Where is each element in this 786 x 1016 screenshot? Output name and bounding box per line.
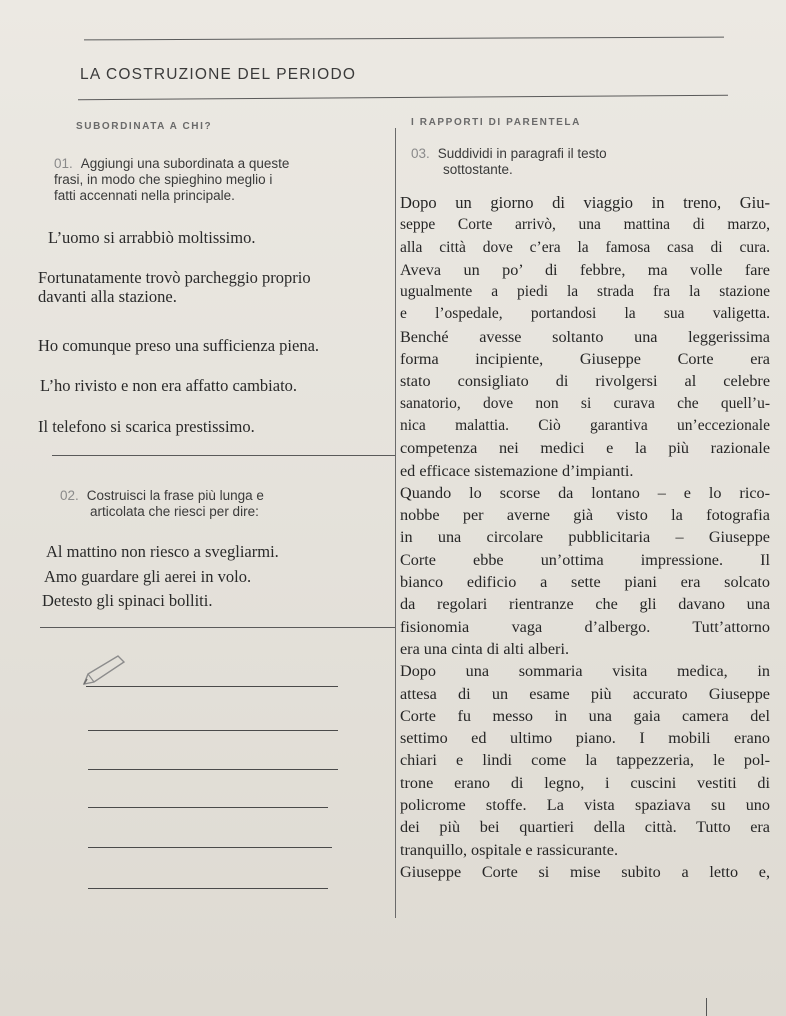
exercise-2-sentence: Al mattino non riesco a svegliarmi. [46,542,279,561]
text-line: fisionomia vaga d’albergo. Tutt’attorno [400,617,770,636]
text-line: nica malattia. Ciò garantiva un’eccezionale [400,416,770,434]
exercise-3-instruction: 03. Suddividi in paragrafi il testo sottostante. [411,146,607,177]
exercise-2-end-rule [40,627,395,628]
right-subheading: I RAPPORTI DI PARENTELA [411,117,581,128]
text-line: settimo ed ultimo piano. I mobili erano [400,729,770,748]
text-line: Benché avesse soltanto una leggerissima [400,327,770,346]
pencil-icon [78,652,130,688]
top-rule [84,37,724,41]
text-line: Quando lo scorse da lontano – e lo rico- [400,483,770,502]
answer-line[interactable] [86,686,338,687]
exercise-1-sentence: L’ho rivisto e non era affatto cambiato. [40,376,298,395]
title-rule [78,95,728,101]
text-line: chiari e lindi come la tappezzeria, le pol- [400,751,770,770]
text-line: Dopo un giorno di viaggio in treno, Giu- [400,193,770,212]
exercise-1-sentence: davanti alla stazione. [38,287,177,306]
text-line: dei più bei quartieri della città. Tutto era [400,818,770,837]
text-line: Dopo una sommaria visita medica, in [400,662,770,681]
exercise-1-number: 01. [54,156,73,171]
text-line: seppe Corte arrivò, una mattina di marzo, [400,216,770,234]
text-line: stato consigliato di rivolgersi al celebre [400,372,770,391]
exercise-1-sentence: Ho comunque preso una sufficienza piena. [38,336,320,355]
exercise-2-instruction: 02. Costruisci la frase più lunga e articolata che riesci per dire: [60,488,264,519]
answer-line[interactable] [88,769,338,770]
column-divider [395,128,396,918]
exercise-2-number: 02. [60,488,79,503]
text-line: e l’ospedale, portandosi la sua valigetta. [400,305,770,323]
text-line: in una circolare pubblicitaria – Giuseppe [400,528,770,547]
text-line: alla città dove c’era la famosa casa di cura. [400,238,770,256]
text-line: Corte fu messo in una gaia camera del [400,706,770,725]
text-line: ugualmente a piedi la strada fra la stazione [400,283,770,301]
page-edge-mark [706,998,707,1016]
exercise-3-number: 03. [411,146,430,161]
text-line: ed efficace sistemazione d’impianti. [400,461,634,480]
text-line: tranquillo, ospitale e rassicurante. [400,840,619,859]
text-line: Corte ebbe un’ottima impressione. Il [400,550,770,569]
exercise-3-text [400,192,770,883]
text-line: competenza nei medici e la più razionale [400,439,770,458]
exercise-2-sentence: Detesto gli spinaci bolliti. [42,591,213,610]
text-line: Aveva un po’ di febbre, ma volle fare [400,260,770,279]
exercise-1-instruction: 01. Aggiungi una subordinata a queste frasi, in modo che spieghino meglio i fatti accennati nella principale. [54,156,290,203]
text-line: attesa di un esame più accurato Giuseppe [400,684,770,703]
text-line: da regolari rientranze che gli davano una [400,595,770,614]
answer-line[interactable] [88,807,328,808]
text-line: Giuseppe Corte si mise subito a letto e, [400,862,770,881]
answer-line[interactable] [88,888,328,889]
left-subheading: SUBORDINATA A CHI? [76,121,213,132]
exercise-1-sentence: Fortunatamente trovò parcheggio proprio [38,268,311,287]
exercise-1-sentence: L’uomo si arrabbiò moltissimo. [48,228,256,247]
exercise-2-sentence: Amo guardare gli aerei in volo. [44,567,252,586]
page-title: LA COSTRUZIONE DEL PERIODO [80,66,357,83]
text-line: era una cinta di alti alberi. [400,639,569,658]
text-line: forma incipiente, Giuseppe Corte era [400,350,770,369]
text-line: policrome stoffe. La vista spaziava su uno [400,796,770,815]
exercise-1-sentence: Il telefono si scarica prestissimo. [38,417,255,436]
answer-line[interactable] [88,730,338,731]
exercise-1-end-rule [52,455,395,456]
text-line: nobbe per averne già visto la fotografia [400,506,770,525]
text-line: bianco edificio a sette piani era solcato [400,573,770,592]
answer-line[interactable] [88,847,332,848]
text-line: trone erano di legno, i cuscini vestiti di [400,773,770,792]
text-line: sanatorio, dove non si curava che quell’u- [400,394,770,412]
